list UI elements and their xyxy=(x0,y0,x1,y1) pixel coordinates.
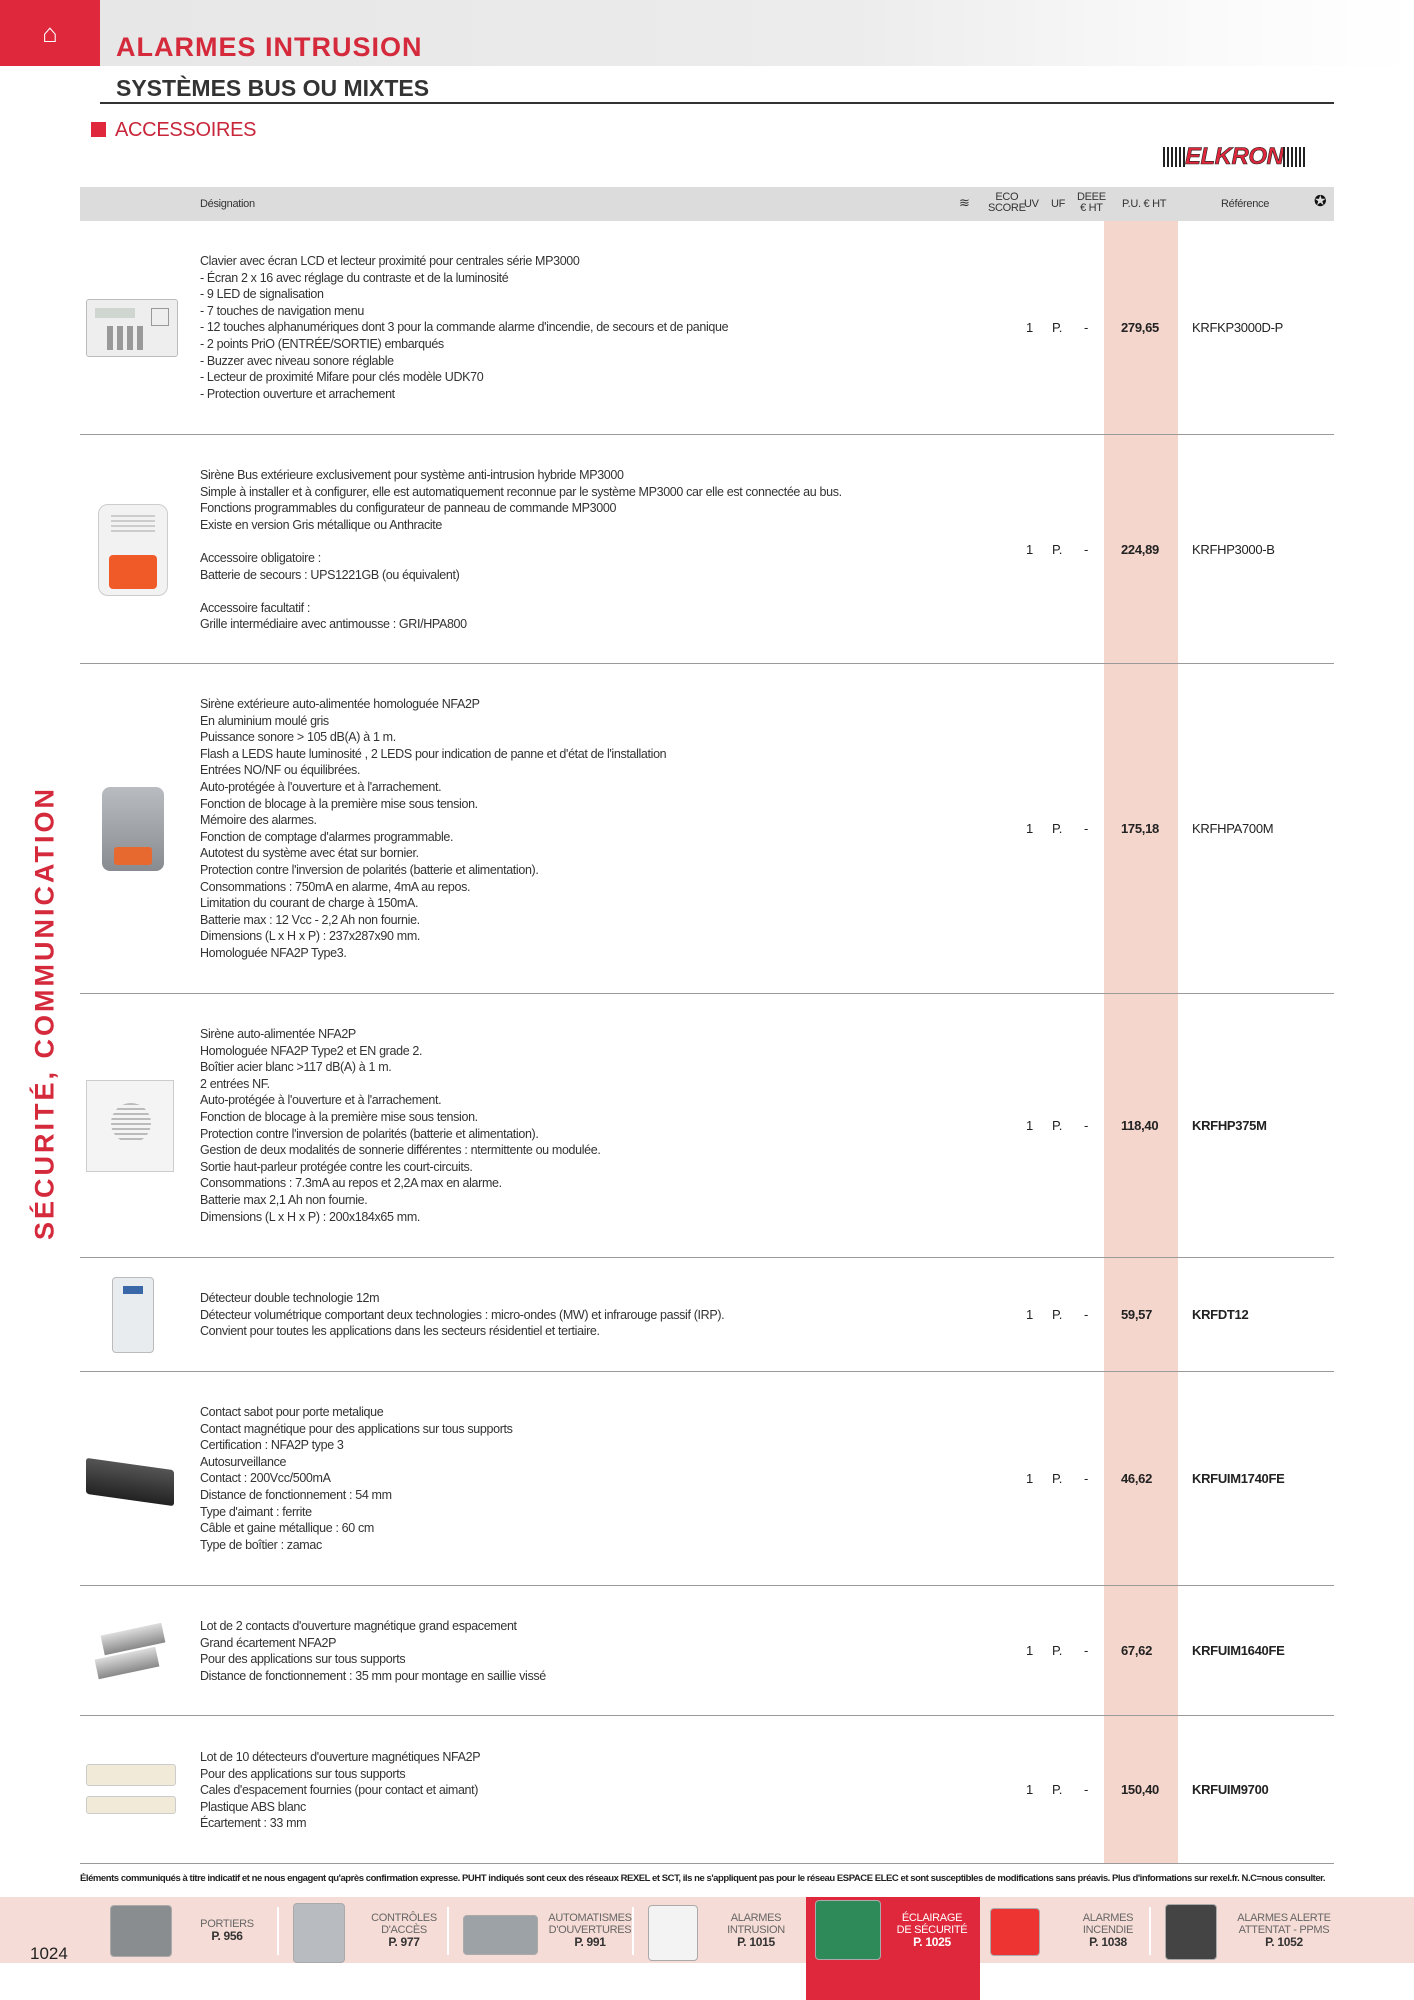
footer-nav-item[interactable] xyxy=(167,1897,287,1963)
header-uf: UF xyxy=(1051,198,1066,210)
header-uv: UV xyxy=(1024,198,1039,210)
table-row xyxy=(80,1716,1334,1864)
footer-nav-item[interactable] xyxy=(872,1897,992,1963)
footer-item-line2: INCENDIE xyxy=(1082,1924,1134,1936)
product-reference[interactable]: KRFHP3000-B xyxy=(1192,542,1275,557)
alarm-camera-icon: ⌂ xyxy=(42,17,58,48)
uf-value: P. xyxy=(1052,320,1063,335)
footer-item-line1: CONTRÔLES xyxy=(371,1912,437,1924)
uv-value: 1 xyxy=(1026,320,1033,335)
footer-nav-item[interactable] xyxy=(1224,1897,1344,1963)
deee-value: - xyxy=(1084,1643,1089,1658)
header-designation: Désignation xyxy=(200,198,255,210)
price-value: 59,57 xyxy=(1121,1307,1153,1322)
recycle-icon: ✪ xyxy=(1314,193,1327,210)
footer-item-page: P. 977 xyxy=(388,1935,420,1949)
footer-item-page: P. 1015 xyxy=(737,1935,775,1949)
product-description: Détecteur double technologie 12m Détecteur volumétrique comportant deux technologies : micro-ondes (MW) et infrarouge passif (IRP). Convient pour toutes les applications dans les secteurs résidentiel et tertiaire. xyxy=(200,1291,725,1339)
product-image-siren-red xyxy=(86,504,178,596)
footer-item-line1: ALARMES xyxy=(730,1912,782,1924)
header-deee-line1: DEEE xyxy=(1077,191,1106,203)
footer-divider xyxy=(632,1907,634,1955)
table-header xyxy=(80,187,1334,221)
product-reference[interactable]: KRFKP3000D-P xyxy=(1192,320,1284,335)
footer-item-line2: DE SÉCURITÉ xyxy=(896,1924,968,1936)
uf-value: P. xyxy=(1052,1782,1063,1797)
footer-item-page: P. 1038 xyxy=(1089,1935,1127,1949)
deee-value: - xyxy=(1084,1118,1089,1133)
product-reference[interactable]: KRFHP375M xyxy=(1192,1118,1267,1133)
table-row xyxy=(80,664,1334,994)
footer-item-line2: ATTENTAT - PPMS xyxy=(1238,1924,1330,1936)
footer-item-line2: D'OUVERTURES xyxy=(548,1924,632,1936)
footer-divider xyxy=(277,1907,279,1955)
footer-thumbnail-icon xyxy=(990,1908,1040,1956)
uv-value: 1 xyxy=(1026,542,1033,557)
footer-item-line2: D'ACCÈS xyxy=(381,1924,427,1936)
deee-value: - xyxy=(1084,1307,1089,1322)
footer-item-page: P. 956 xyxy=(211,1929,243,1943)
uf-value: P. xyxy=(1052,542,1063,557)
footer-item-line1: PORTIERS xyxy=(200,1918,254,1930)
product-image-detector xyxy=(86,1277,178,1353)
footer-item-page: P. 1025 xyxy=(913,1935,951,1949)
product-image-contact-metal xyxy=(86,1623,178,1679)
side-category-label: SÉCURITÉ, COMMUNICATION xyxy=(29,786,60,1240)
price-value: 118,40 xyxy=(1121,1118,1159,1133)
product-description: Sirène Bus extérieure exclusivement pour système anti-intrusion hybride MP3000 Simple à installer et à configurer, elle est automatiquement reconnue par le système MP3000 car elle est connectée au bus. Fonctions programmables du configurateur de panneau de commande MP3000 Existe en version Gris métallique ou Anthracite Accessoire obligatoire : Batterie de secours : UPS1221GB (ou équivalent) Accessoire facultatif : Grille intermédiaire avec antimousse : GRI/HPA800 xyxy=(200,468,842,632)
deee-value: - xyxy=(1084,821,1089,836)
page-subtitle: SYSTÈMES BUS OU MIXTES xyxy=(116,75,430,101)
footer-item-line2: INTRUSION xyxy=(727,1924,785,1936)
footer-thumbnail-icon xyxy=(648,1905,698,1961)
table-row xyxy=(80,1586,1334,1716)
product-image-contact-dark xyxy=(86,1454,178,1500)
footer-divider xyxy=(447,1907,449,1955)
header-eco-line2: SCORE xyxy=(988,202,1026,214)
footer-item-page: P. 991 xyxy=(574,1935,606,1949)
uv-value: 1 xyxy=(1026,1307,1033,1322)
product-reference[interactable]: KRFUIM9700 xyxy=(1192,1782,1269,1797)
price-value: 279,65 xyxy=(1121,320,1159,335)
uf-value: P. xyxy=(1052,821,1063,836)
header-deee-line2: € HT xyxy=(1080,202,1103,214)
uv-value: 1 xyxy=(1026,1471,1033,1486)
table-row xyxy=(80,1258,1334,1372)
product-description: Contact sabot pour porte metalique Contact magnétique pour des applications sur tous supports Certification : NFA2P type 3 Autosurveillance Contact : 200Vcc/500mA Distance de fonctionnement : 54 mm Type d'aimant : ferrite Câble et gaine métallique : 60 cm Type de boîtier : zamac xyxy=(200,1405,513,1552)
uf-value: P. xyxy=(1052,1643,1063,1658)
footer-thumbnail-icon xyxy=(463,1915,538,1955)
uv-value: 1 xyxy=(1026,821,1033,836)
table-row xyxy=(80,221,1334,435)
header-reference: Référence xyxy=(1221,198,1270,210)
footer-item-line1: ALARMES ALERTE xyxy=(1237,1912,1331,1924)
price-value: 46,62 xyxy=(1121,1471,1153,1486)
product-image-keypad xyxy=(86,299,178,357)
title-divider xyxy=(100,102,1334,104)
product-description: Clavier avec écran LCD et lecteur proximité pour centrales série MP3000 - Écran 2 x 16 avec réglage du contraste et de la luminosité - 9 LED de signalisation - 7 touches de navigation menu - 12 touches alphanumériques dont 3 pour la commande alarme d'incendie, de secours et de panique - 2 points PriO (ENTRÉE/SORTIE) embarqués - Buzzer avec niveau sonore réglable - Lecteur de proximité Mifare pour clés modèle UDK70 - Protection ouverture et arrachement xyxy=(200,254,729,401)
section-title: ACCESSOIRES xyxy=(115,119,257,141)
product-description: Sirène extérieure auto-alimentée homologuée NFA2P En aluminium moulé gris Puissance sonore > 105 dB(A) à 1 m. Flash a LEDS haute luminosité , 2 LEDS pour indication de panne et d'état de l'installation Entrées NO/NF ou équilibrées. Auto-protégée à l'ouverture et à l'arrachement. Fonction de blocage à la première mise sous tension. Mémoire des alarmes. Fonction de comptage d'alarmes programmable. Autotest du système avec état sur bornier. Protection contre l'inversion de polarités (batterie et alimentation). Consommations : 750mA en alarme, 4mA au repos. Limitation du courant de charge à 150mA. Batterie max : 12 Vcc - 2,2 Ah non fournie. Dimensions (L x H x P) : 237x287x90 mm. Homologuée NFA2P Type3. xyxy=(200,697,667,960)
product-reference[interactable]: KRFUIM1740FE xyxy=(1192,1471,1285,1486)
page-number: 1024 xyxy=(30,1944,68,1963)
uf-value: P. xyxy=(1052,1471,1063,1486)
price-value: 150,40 xyxy=(1121,1782,1159,1797)
header-eco-line1: ECO xyxy=(995,191,1019,203)
product-reference[interactable]: KRFUIM1640FE xyxy=(1192,1643,1285,1658)
product-image-contact-white xyxy=(86,1760,178,1820)
price-value: 224,89 xyxy=(1121,542,1159,557)
deee-value: - xyxy=(1084,1782,1089,1797)
footer-thumbnail-icon xyxy=(110,1905,172,1957)
page-title: ALARMES INTRUSION xyxy=(116,32,423,62)
wifi-icon: ≋ xyxy=(959,195,970,210)
footer-thumbnail-icon xyxy=(293,1903,345,1963)
product-image-siren-grey xyxy=(86,787,178,871)
brand-logo-text: ELKRON xyxy=(1185,142,1284,170)
product-description: Lot de 2 contacts d'ouverture magnétique grand espacement Grand écartement NFA2P Pour des applications sur tous supports Distance de fonctionnement : 35 mm pour montage en saillie vissé xyxy=(200,1619,546,1683)
footer-nav-item[interactable] xyxy=(696,1897,816,1963)
uf-value: P. xyxy=(1052,1307,1063,1322)
category-badge xyxy=(0,0,100,66)
price-value: 175,18 xyxy=(1121,821,1159,836)
product-description: Lot de 10 détecteurs d'ouverture magnétiques NFA2P Pour des applications sur tous supports Cales d'espacement fournies (pour contact et aimant) Plastique ABS blanc Écartement : 33 mm xyxy=(200,1750,481,1831)
header-price: P.U. € HT xyxy=(1122,198,1167,210)
footer-item-page: P. 1052 xyxy=(1265,1935,1303,1949)
table-row xyxy=(80,994,1334,1258)
uv-value: 1 xyxy=(1026,1118,1033,1133)
deee-value: - xyxy=(1084,1471,1089,1486)
product-description: Sirène auto-alimentée NFA2P Homologuée NFA2P Type2 et EN grade 2. Boîtier acier blanc >117 dB(A) à 1 m. 2 entrées NF. Auto-protégée à l'ouverture et à l'arrachement. Fonction de blocage à la première mise sous tension. Protection contre l'inversion de polarités (batterie et alimentation). Gestion de deux modalités de sonnerie différentes : ntermittente ou modulée. Sortie haut-parleur protégée contre les court-circuits. Consommations : 7.3mA au repos et 2,2A max en alarme. Batterie max 2,1 Ah non fournie. Dimensions (L x H x P) : 200x184x65 mm. xyxy=(200,1027,601,1224)
deee-value: - xyxy=(1084,320,1089,335)
footer-divider xyxy=(1149,1907,1151,1955)
footer-nav-item[interactable] xyxy=(344,1897,464,1963)
product-reference[interactable]: KRFDT12 xyxy=(1192,1307,1249,1322)
header-eco-score xyxy=(988,192,1026,214)
disclaimer: Éléments communiqués à titre indicatif et ne nous engagent qu'après confirmation expresse. PUHT indiqués sont ceux des réseaux REXEL et SCT, ils ne s'appliquent pas pour le réseau ESPACE ELEC et sont susceptibles de modifications sans préavis. Plus d'informations sur rexel.fr. N.C=nous consulter. xyxy=(80,1873,1326,1884)
footer-item-line1: ÉCLAIRAGE xyxy=(901,1912,963,1924)
uv-value: 1 xyxy=(1026,1643,1033,1658)
product-image-siren-white xyxy=(86,1080,178,1172)
brand-logo xyxy=(1163,144,1333,169)
section-marker xyxy=(91,122,106,137)
table-row xyxy=(80,435,1334,664)
deee-value: - xyxy=(1084,542,1089,557)
header-deee xyxy=(1077,192,1106,214)
product-reference[interactable]: KRFHPA700M xyxy=(1192,821,1274,836)
price-value: 67,62 xyxy=(1121,1643,1153,1658)
table-row xyxy=(80,1372,1334,1586)
footer-thumbnail-icon xyxy=(1165,1904,1217,1960)
footer-item-line1: ALARMES xyxy=(1082,1912,1134,1924)
uv-value: 1 xyxy=(1026,1782,1033,1797)
footer-item-line1: AUTOMATISMES xyxy=(548,1912,632,1924)
uf-value: P. xyxy=(1052,1118,1063,1133)
